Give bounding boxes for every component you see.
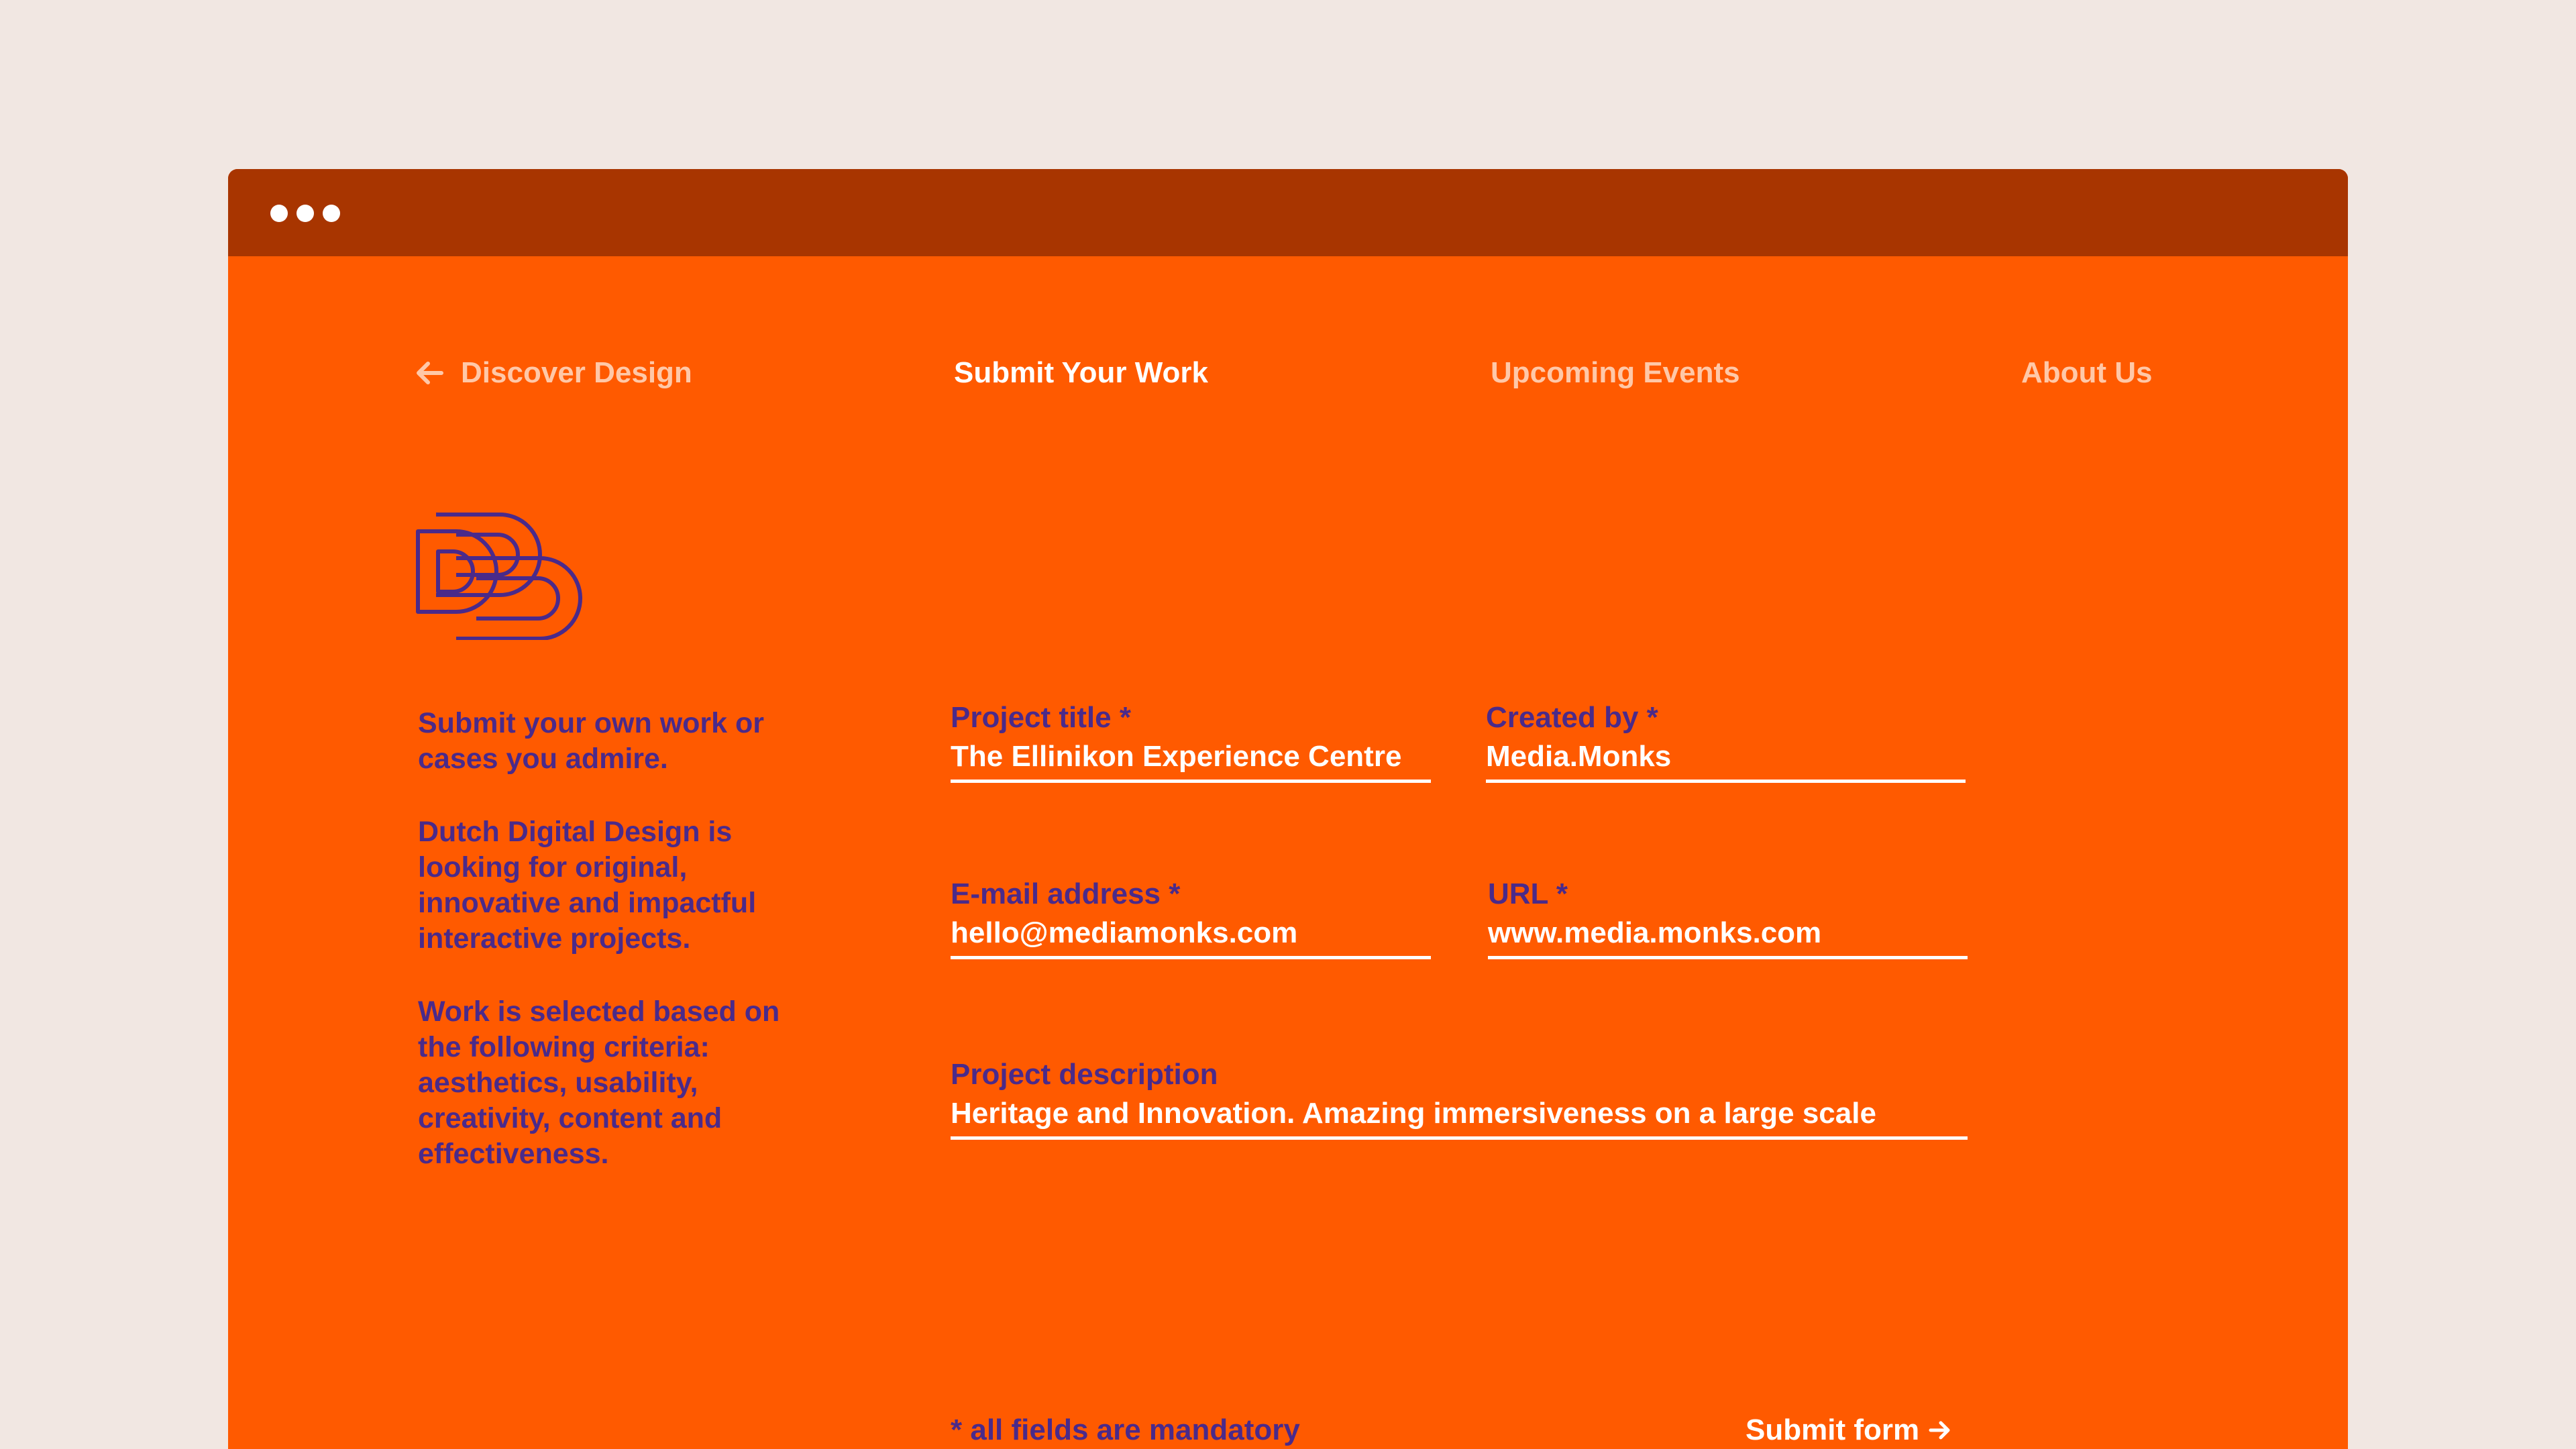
- project-title-label: Project title *: [951, 701, 1131, 734]
- window-dot-icon[interactable]: [297, 205, 314, 222]
- created-by-label: Created by *: [1486, 701, 1658, 734]
- created-by-underline: [1486, 780, 1966, 783]
- intro-paragraph-2: Dutch Digital Design is looking for original, innovative and impactful interactive projects.: [418, 816, 757, 955]
- arrow-right-icon: [1929, 1420, 1951, 1440]
- window-dot-icon[interactable]: [270, 205, 288, 222]
- created-by-input[interactable]: Media.Monks: [1486, 740, 1672, 773]
- arrow-left-icon[interactable]: [415, 361, 444, 385]
- project-description-label: Project description: [951, 1058, 1218, 1091]
- nav-upcoming-events[interactable]: Upcoming Events: [1491, 356, 1740, 389]
- nav-discover-design[interactable]: Discover Design: [461, 356, 692, 389]
- email-label: E-mail address *: [951, 877, 1181, 910]
- project-description-input[interactable]: Heritage and Innovation. Amazing immersiveness on a large scale: [951, 1097, 1876, 1130]
- project-description-underline: [951, 1136, 1968, 1140]
- browser-window: [228, 169, 2348, 1449]
- nav-submit-your-work[interactable]: Submit Your Work: [954, 356, 1208, 389]
- url-label: URL *: [1488, 877, 1568, 910]
- ddd-logo-icon: [416, 513, 584, 640]
- intro-paragraph-1: Submit your own work or cases you admire.: [418, 707, 765, 775]
- email-underline: [951, 956, 1431, 959]
- nav-about-us[interactable]: About Us: [2021, 356, 2153, 389]
- project-title-underline: [951, 780, 1431, 783]
- project-title-input[interactable]: The Ellinikon Experience Centre: [951, 740, 1402, 773]
- email-input[interactable]: hello@mediamonks.com: [951, 916, 1298, 949]
- url-underline: [1488, 956, 1968, 959]
- submit-form-label: Submit form: [1746, 1413, 1920, 1446]
- intro-paragraph-3: Work is selected based on the following criteria: aesthetics, usability, creativity, content and effectiveness.: [418, 996, 780, 1170]
- url-input[interactable]: www.media.monks.com: [1488, 916, 1822, 949]
- mandatory-note: * all fields are mandatory: [951, 1413, 1300, 1446]
- window-titlebar: [228, 169, 2348, 256]
- submit-form-button[interactable]: [1746, 1411, 1951, 1449]
- window-dot-icon[interactable]: [323, 205, 340, 222]
